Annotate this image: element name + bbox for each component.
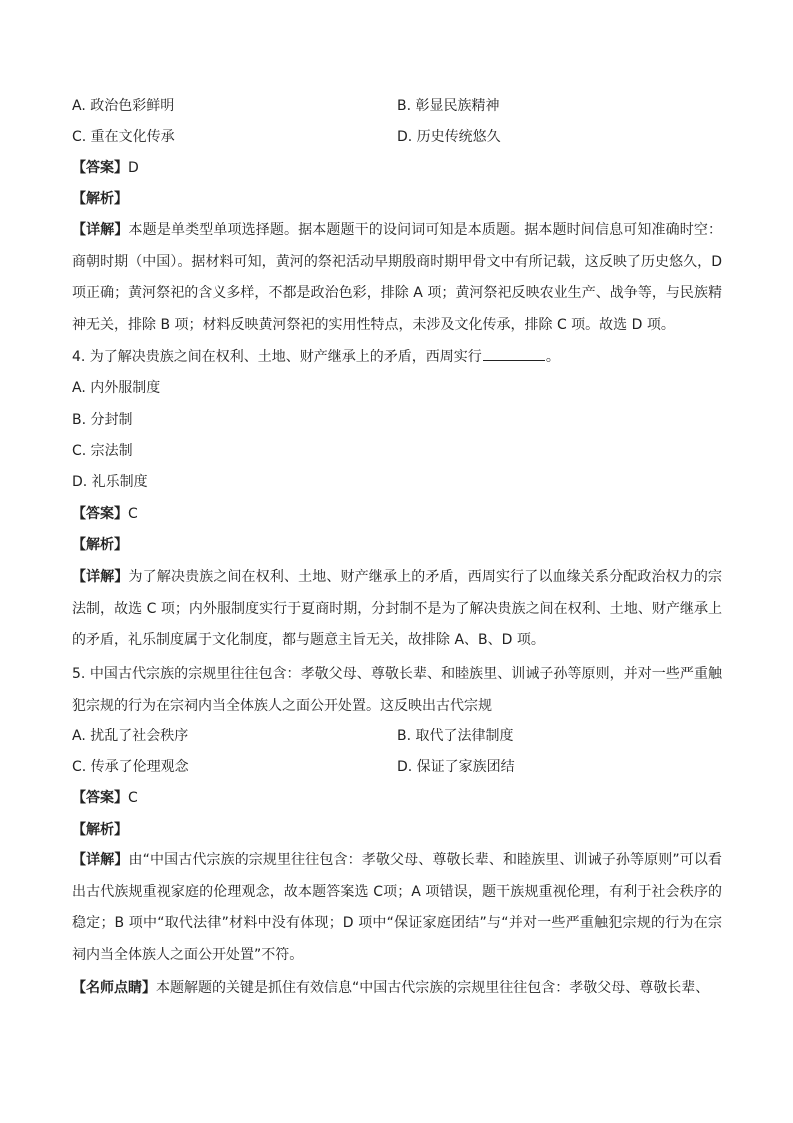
q5-option-a: A. 扰乱了社会秩序 xyxy=(72,728,189,744)
q5-stem: 5. 中国古代宗族的宗规里往往包含：孝敬父母、尊敬长辈、和睦族里、训诫子孙等原则，并对一些严重触犯宗规的行为在宗祠内当全体族人之面公开处置。这反映出古代宗规 xyxy=(72,666,722,714)
q4-answer xyxy=(72,504,138,524)
answer-label: 【答案】 xyxy=(72,790,128,806)
q4-stem-end: 。 xyxy=(545,349,560,365)
q5-option-c: C. 传承了伦理观念 xyxy=(72,759,189,775)
q5-detail xyxy=(72,845,722,971)
answer-value: C xyxy=(128,790,138,806)
tip-text: 本题解题的关键是抓住有效信息“中国古代宗族的宗规里往往包含：孝敬父母、尊敬长辈、 xyxy=(156,980,710,996)
q5-option-b: B. 取代了法律制度 xyxy=(397,728,514,744)
detail-text: 为了解决贵族之间在权利、土地、财产继承上的矛盾，西周实行了以血缘关系分配政治权力的宗法制，故选 C 项；内外服制度实行于夏商时期，分封制不是为了解决贵族之间在权利、土地、财产继承上的矛盾，礼乐制度属于文化制度，都与题意主旨无关，故排除 A、B、D 项。 xyxy=(72,569,723,648)
answer-value: D xyxy=(128,160,139,176)
answer-label: 【答案】 xyxy=(72,160,128,176)
q4-stem-text: 4. 为了解决贵族之间在权利、土地、财产继承上的矛盾，西周实行 xyxy=(72,349,482,365)
q3-option-c: C. 重在文化传承 xyxy=(72,129,175,145)
q3-option-a: A. 政治色彩鲜明 xyxy=(72,98,175,114)
q4-analysis-label: 【解析】 xyxy=(72,537,128,553)
answer-label: 【答案】 xyxy=(72,506,128,522)
answer-blank xyxy=(483,346,545,361)
detail-text: 本题是单类型单项选择题。据本题题干的设问词可知是本质题。据本题时间信息可知准确时空：商朝时期（中国）。据材料可知，黄河的祭祀活动早期殷商时期甲骨文中有所记载，这反映了历史悠久，D项正确；黄河祭祀的含义多样，不都是政治色彩，排除 A 项；黄河祭祀反映农业生产、战争等，与民族精神无关，排除 B 项；材料反映黄河祭祀的实用性特点，未涉及文化传承，排除 C 项。故选 D 项。 xyxy=(72,222,723,333)
detail-label: 【详解】 xyxy=(72,852,129,868)
detail-text: 由“中国古代宗族的宗规里往往包含：孝敬父母、尊敬长辈、和睦族里、训诫子孙等原则”可以看出古代族规重视家庭的伦理观念，故本题答案选 C项；A 项错误，题干族规重视伦理，有利于社会秩序的稳定；B 项中“取代法律”材料中没有体现；D 项中“保证家庭团结”与“并对一些严重触犯宗规的行为在宗祠内当全体族人之面公开处置”不符。 xyxy=(72,852,722,963)
answer-value: C xyxy=(128,506,138,522)
q3-analysis-label: 【解析】 xyxy=(72,191,128,207)
tip-label: 【名师点睛】 xyxy=(72,980,156,996)
q5-option-d: D. 保证了家族团结 xyxy=(397,759,515,775)
q3-answer xyxy=(72,158,139,178)
q4-option-b: B. 分封制 xyxy=(72,412,133,428)
detail-label: 【详解】 xyxy=(72,569,129,585)
q4-option-d: D. 礼乐制度 xyxy=(72,474,148,490)
q4-option-c: C. 宗法制 xyxy=(72,443,133,459)
q4-option-a: A. 内外服制度 xyxy=(72,380,161,396)
q5-analysis-label: 【解析】 xyxy=(72,822,128,838)
detail-label: 【详解】 xyxy=(72,222,129,238)
q4-detail xyxy=(72,562,722,657)
q5-tip xyxy=(72,973,722,1005)
q3-option-b: B. 彰显民族精神 xyxy=(397,98,500,114)
q3-detail xyxy=(72,215,722,341)
q3-option-d: D. 历史传统悠久 xyxy=(397,129,501,145)
q4-stem xyxy=(72,346,560,367)
q5-answer xyxy=(72,788,138,808)
